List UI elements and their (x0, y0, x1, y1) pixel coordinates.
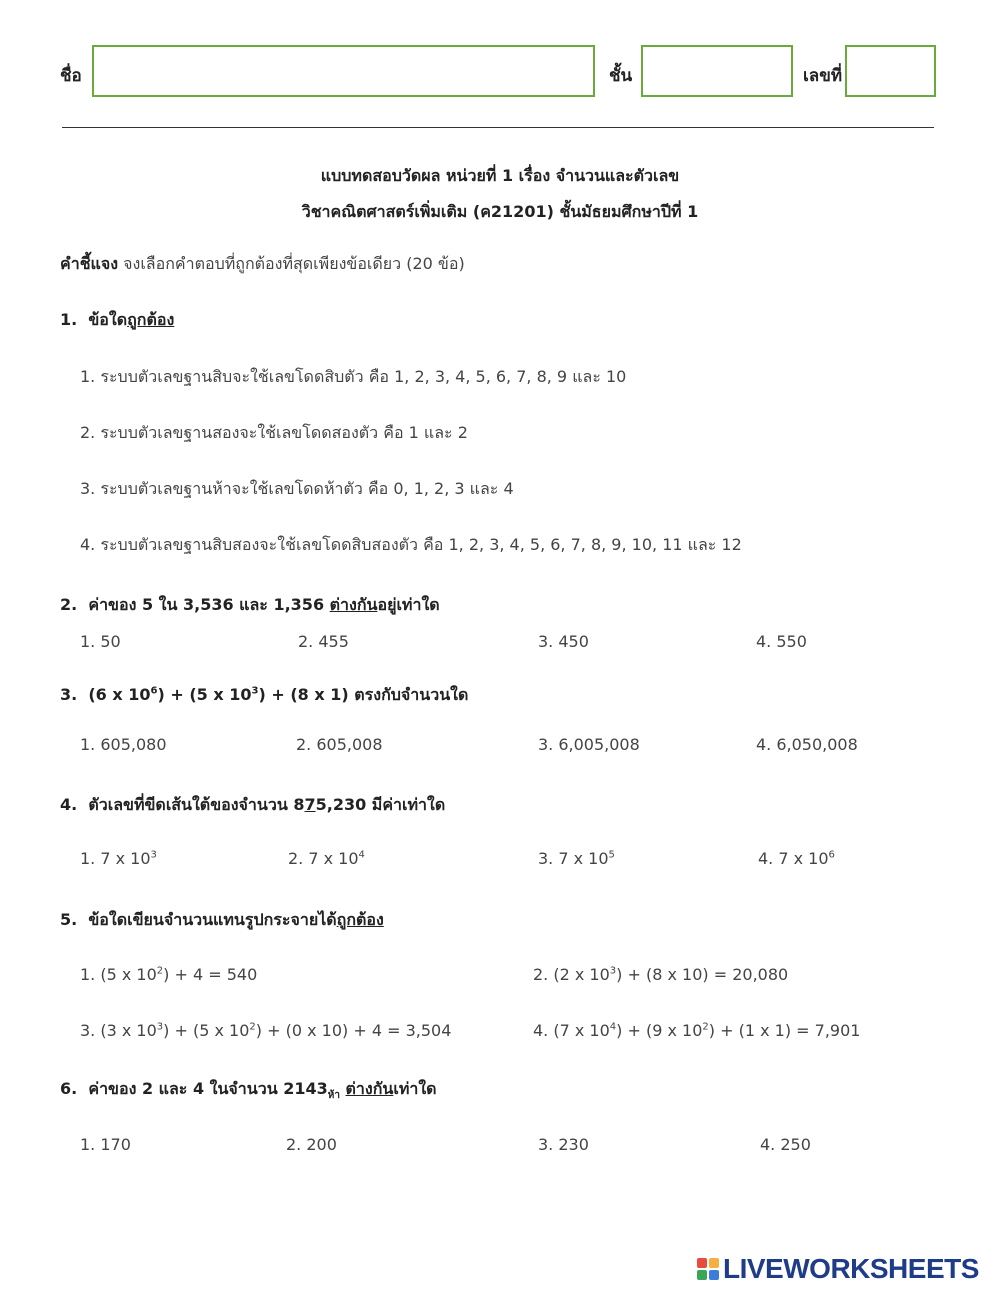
title-line-2: วิชาคณิตศาสตร์เพิ่มเติม (ค21201) ชั้นมัธยมศึกษาปีที่ 1 (301, 202, 699, 221)
exponent: 3 (150, 849, 157, 861)
expr-part: ) + (0 x 10) + 4 = 3,504 (255, 1021, 452, 1040)
exponent: 5 (608, 849, 615, 861)
question-text: ข้อใด (88, 310, 128, 329)
question-1 (60, 308, 174, 333)
q5-option-2[interactable] (533, 965, 788, 984)
question-text: ตัวเลขที่ขีดเส้นใต้ของจำนวน 8 (88, 795, 305, 814)
q5-option-1[interactable] (80, 965, 257, 984)
q3-option-4[interactable]: 4. 6,050,008 (756, 735, 858, 754)
instructions (60, 252, 465, 277)
question-number: 5. (60, 910, 78, 929)
question-number: 3. (60, 685, 78, 704)
exponent: 4 (358, 849, 365, 861)
expr-part: ) + (9 x 10 (616, 1021, 703, 1040)
expr-part: 4. (7 x 10 (533, 1021, 610, 1040)
question-text: ค่าของ 2 และ 4 ในจำนวน 2143 (88, 1079, 328, 1098)
expr-part: (6 x 10 (88, 685, 151, 704)
number-label: เลขที่ (803, 66, 843, 86)
q1-option-3[interactable]: 3. ระบบตัวเลขฐานห้าจะใช้เลขโดดห้าตัว คือ 0, 1, 2, 3 และ 4 (80, 479, 514, 498)
underlined-digit: 7 (304, 795, 316, 814)
expr-part: ) + 4 = 540 (163, 965, 258, 984)
q6-option-4[interactable]: 4. 250 (760, 1135, 811, 1154)
question-text-end: อยู่เท่าใด (377, 595, 440, 614)
class-label: ชั้น (609, 66, 633, 86)
question-number: 6. (60, 1079, 78, 1098)
class-input[interactable] (641, 45, 793, 97)
name-label: ชื่อ (60, 66, 82, 86)
q2-option-4[interactable]: 4. 550 (756, 632, 807, 651)
q4-option-4[interactable] (758, 849, 835, 868)
exponent: 3 (251, 685, 259, 697)
expr-part: 1. (5 x 10 (80, 965, 157, 984)
divider (62, 127, 934, 128)
liveworksheets-logo (697, 1253, 979, 1285)
option-base: 1. 7 x 10 (80, 849, 151, 868)
question-text-underlined: ต่างกัน (345, 1079, 394, 1098)
q3-option-2[interactable]: 2. 605,008 (296, 735, 383, 754)
question-4 (60, 793, 445, 818)
base-subscript: ห้า (327, 1090, 340, 1102)
question-text-end: 5,230 มีค่าเท่าใด (315, 795, 446, 814)
expr-part: 2. (2 x 10 (533, 965, 610, 984)
q1-option-4[interactable]: 4. ระบบตัวเลขฐานสิบสองจะใช้เลขโดดสิบสองตัว คือ 1, 2, 3, 4, 5, 6, 7, 8, 9, 10, 11 และ 12 (80, 535, 742, 554)
logo-text: LIVEWORKSHEETS (723, 1253, 979, 1284)
instructions-label: คำชี้แจง (60, 254, 119, 273)
q3-option-1[interactable]: 1. 605,080 (80, 735, 167, 754)
q6-option-1[interactable]: 1. 170 (80, 1135, 131, 1154)
q3-option-3[interactable]: 3. 6,005,008 (538, 735, 640, 754)
question-number: 4. (60, 795, 78, 814)
question-5 (60, 908, 384, 933)
expr-part: ) + (8 x 10) = 20,080 (616, 965, 789, 984)
logo-blocks-icon (697, 1258, 719, 1280)
instructions-text: จงเลือกคำตอบที่ถูกต้องที่สุดเพียงข้อเดียว (20 ข้อ) (123, 254, 465, 273)
expr-part: ) + (1 x 1) = 7,901 (708, 1021, 861, 1040)
number-input[interactable] (845, 45, 936, 97)
exponent: 6 (828, 849, 835, 861)
q6-option-3[interactable]: 3. 230 (538, 1135, 589, 1154)
q2-option-2[interactable]: 2. 455 (298, 632, 349, 651)
expr-part: ) + (8 x 1) ตรงกับจำนวนใด (258, 685, 469, 704)
q1-option-2[interactable]: 2. ระบบตัวเลขฐานสองจะใช้เลขโดดสองตัว คือ 1 และ 2 (80, 423, 468, 442)
option-base: 4. 7 x 10 (758, 849, 829, 868)
name-input[interactable] (92, 45, 595, 97)
question-text: ข้อใดเขียนจำนวนแทนรูปกระจายได้ (88, 910, 337, 929)
question-6 (60, 1077, 437, 1102)
question-text-underlined: ถูกต้อง (127, 310, 175, 329)
expr-part: ) + (5 x 10 (163, 1021, 250, 1040)
q2-option-1[interactable]: 1. 50 (80, 632, 121, 651)
q5-option-4[interactable] (533, 1021, 860, 1040)
question-3 (60, 683, 468, 708)
exponent: 4 (609, 1021, 617, 1033)
question-2 (60, 593, 440, 618)
exponent: 2 (156, 965, 164, 977)
q5-option-3[interactable] (80, 1021, 451, 1040)
expr-part: ) + (5 x 10 (157, 685, 252, 704)
q1-option-1[interactable]: 1. ระบบตัวเลขฐานสิบจะใช้เลขโดดสิบตัว คือ 1, 2, 3, 4, 5, 6, 7, 8, 9 และ 10 (80, 367, 627, 386)
expr-part: 3. (3 x 10 (80, 1021, 157, 1040)
question-text-underlined: ถูกต้อง (336, 910, 384, 929)
title-line-1: แบบทดสอบวัดผล หน่วยที่ 1 เรื่อง จำนวนและตัวเลข (320, 166, 680, 185)
option-base: 2. 7 x 10 (288, 849, 359, 868)
exponent: 2 (702, 1021, 709, 1033)
q2-option-3[interactable]: 3. 450 (538, 632, 589, 651)
question-text-end: เท่าใด (393, 1079, 437, 1098)
exponent: 2 (249, 1021, 256, 1033)
q4-option-2[interactable] (288, 849, 365, 868)
question-text-underlined: ต่างกัน (329, 595, 378, 614)
exponent: 6 (150, 685, 158, 697)
q6-option-2[interactable]: 2. 200 (286, 1135, 337, 1154)
question-number: 2. (60, 595, 78, 614)
exponent: 3 (156, 1021, 164, 1033)
option-base: 3. 7 x 10 (538, 849, 609, 868)
question-text: ค่าของ 5 ใน 3,536 และ 1,356 (88, 595, 330, 614)
question-number: 1. (60, 310, 78, 329)
exponent: 3 (609, 965, 617, 977)
q4-option-3[interactable] (538, 849, 615, 868)
q4-option-1[interactable] (80, 849, 157, 868)
